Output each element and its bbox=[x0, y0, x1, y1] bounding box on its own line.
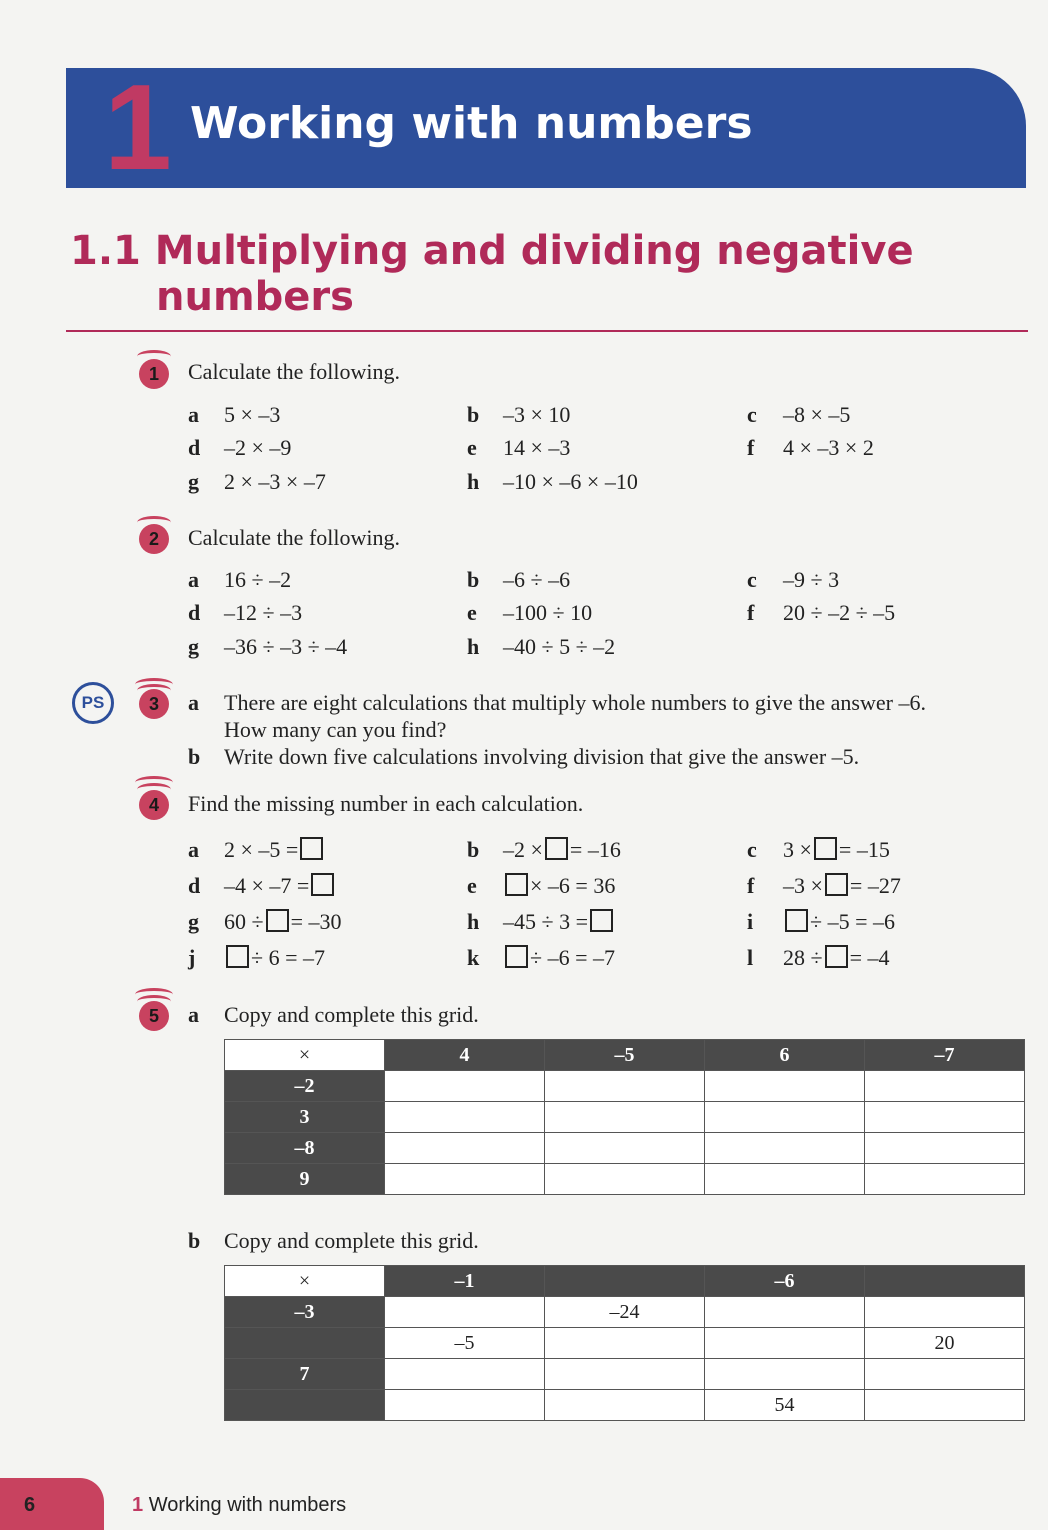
equation-left: 2 × –5 = bbox=[224, 837, 299, 862]
question-text: How many can you find? bbox=[224, 717, 447, 742]
part-label: g bbox=[188, 634, 199, 659]
calculation: –40 ÷ 5 ÷ –2 bbox=[503, 634, 616, 659]
part-label: i bbox=[747, 909, 754, 934]
part-label: a bbox=[188, 567, 199, 592]
grid-cell: 20 bbox=[865, 1328, 1025, 1359]
grid-row-header: –3 bbox=[225, 1297, 385, 1328]
part-label: e bbox=[467, 600, 477, 625]
grid-column-header: –1 bbox=[385, 1266, 545, 1297]
calculation: 20 ÷ –2 ÷ –5 bbox=[783, 600, 896, 625]
part-label: c bbox=[747, 567, 757, 592]
page-number-tab bbox=[0, 1478, 104, 1530]
grid-cell: 54 bbox=[705, 1390, 865, 1421]
calculation: –100 ÷ 10 bbox=[503, 600, 593, 625]
missing-number-equation bbox=[224, 945, 325, 971]
part-label: e bbox=[467, 435, 477, 460]
part-label: h bbox=[467, 634, 480, 659]
equation-right: ÷ –5 = –6 bbox=[810, 909, 895, 934]
calculation: –9 ÷ 3 bbox=[783, 567, 840, 592]
grid-header-row bbox=[225, 1266, 1025, 1297]
calculation: –12 ÷ –3 bbox=[224, 600, 303, 625]
running-footer bbox=[132, 1494, 346, 1517]
question-number-badge: 1 bbox=[139, 359, 169, 389]
footer-chapter-title: Working with numbers bbox=[148, 1494, 347, 1516]
missing-number-equation bbox=[503, 909, 615, 935]
calculation: 5 × –3 bbox=[224, 402, 281, 427]
missing-number-equation bbox=[783, 909, 895, 935]
part-label: c bbox=[747, 837, 757, 862]
part-label: l bbox=[747, 945, 754, 970]
grid-row-header: –8 bbox=[225, 1133, 385, 1164]
grid-cell bbox=[865, 1071, 1025, 1102]
equation-right: ÷ 6 = –7 bbox=[251, 945, 325, 970]
grid-cell bbox=[545, 1102, 705, 1133]
page-number: 6 bbox=[24, 1494, 36, 1516]
equation-right: = –15 bbox=[838, 837, 890, 862]
grid-cell bbox=[545, 1359, 705, 1390]
grid-cell bbox=[865, 1297, 1025, 1328]
part-label: d bbox=[188, 435, 201, 460]
multiplication-grid-b bbox=[224, 1265, 1025, 1421]
calculation: 4 × –3 × 2 bbox=[783, 435, 874, 460]
missing-number-equation bbox=[224, 909, 342, 935]
grid-cell bbox=[865, 1102, 1025, 1133]
calculation: –10 × –6 × –10 bbox=[503, 469, 638, 494]
question-prompt: Find the missing number in each calculation. bbox=[188, 791, 584, 816]
missing-number-equation bbox=[783, 873, 901, 899]
missing-number-equation bbox=[224, 873, 336, 899]
equation-left: –4 × –7 = bbox=[224, 873, 310, 898]
part-label: f bbox=[747, 600, 755, 625]
missing-number-equation bbox=[503, 837, 621, 863]
footer-chapter-number: 1 bbox=[132, 1494, 144, 1516]
grid-cell bbox=[865, 1359, 1025, 1390]
part-label: a bbox=[188, 1002, 199, 1027]
grid-cell: –5 bbox=[385, 1328, 545, 1359]
part-label: k bbox=[467, 945, 480, 970]
part-label: a bbox=[188, 402, 199, 427]
grid-cell bbox=[385, 1390, 545, 1421]
grid-cell bbox=[385, 1133, 545, 1164]
equation-left: –2 × bbox=[503, 837, 543, 862]
part-label: b bbox=[467, 402, 480, 427]
equation-right: = –4 bbox=[849, 945, 890, 970]
missing-number-equation bbox=[224, 837, 325, 863]
grid-cell bbox=[705, 1102, 865, 1133]
grid-cell bbox=[705, 1071, 865, 1102]
part-label: b bbox=[467, 837, 480, 862]
grid-row-header bbox=[225, 1390, 385, 1421]
answer-box bbox=[825, 945, 848, 968]
question-number-badge: 5 bbox=[139, 1001, 169, 1031]
grid-row bbox=[225, 1071, 1025, 1102]
grid-row-header: 3 bbox=[225, 1102, 385, 1133]
grid-cell bbox=[705, 1328, 865, 1359]
section-title-line1: 1.1 Multiplying and dividing negative bbox=[70, 228, 914, 274]
part-label: a bbox=[188, 690, 199, 715]
question-text: Write down five calculations involving division that give the answer –5. bbox=[224, 744, 860, 769]
multiplication-grid-a bbox=[224, 1039, 1025, 1195]
part-label: b bbox=[188, 1228, 201, 1253]
grid-column-header: –6 bbox=[705, 1266, 865, 1297]
question-text: There are eight calculations that multiply whole numbers to give the answer –6. bbox=[224, 690, 926, 715]
answer-box bbox=[545, 837, 568, 860]
part-label: d bbox=[188, 873, 201, 898]
grid-cell bbox=[865, 1164, 1025, 1195]
chapter-title: Working with numbers bbox=[190, 98, 753, 149]
grid-cell bbox=[865, 1133, 1025, 1164]
equation-right: ÷ –6 = –7 bbox=[530, 945, 615, 970]
section-title-line2: numbers bbox=[156, 274, 354, 320]
answer-box bbox=[785, 909, 808, 932]
question-prompt: Calculate the following. bbox=[188, 359, 400, 384]
grid-cell bbox=[705, 1359, 865, 1390]
grid-cell bbox=[705, 1133, 865, 1164]
equation-right: = –30 bbox=[290, 909, 342, 934]
grid-cell bbox=[545, 1071, 705, 1102]
equation-left: 60 ÷ bbox=[224, 909, 264, 934]
grid-cell bbox=[385, 1071, 545, 1102]
calculation: –36 ÷ –3 ÷ –4 bbox=[224, 634, 348, 659]
question-number-badge: 2 bbox=[139, 524, 169, 554]
grid-column-header: 6 bbox=[705, 1040, 865, 1071]
question-prompt: Copy and complete this grid. bbox=[224, 1002, 479, 1027]
equation-left: 28 ÷ bbox=[783, 945, 823, 970]
grid-cell bbox=[865, 1390, 1025, 1421]
missing-number-equation bbox=[783, 837, 890, 863]
part-label: j bbox=[188, 945, 196, 970]
part-label: c bbox=[747, 402, 757, 427]
grid-cell bbox=[705, 1164, 865, 1195]
grid-cell bbox=[385, 1359, 545, 1390]
part-label: a bbox=[188, 837, 199, 862]
question-prompt: Calculate the following. bbox=[188, 525, 400, 550]
grid-cell bbox=[385, 1164, 545, 1195]
section-title bbox=[70, 228, 914, 320]
calculation: 16 ÷ –2 bbox=[224, 567, 292, 592]
grid-cell bbox=[545, 1164, 705, 1195]
calculation: –6 ÷ –6 bbox=[503, 567, 571, 592]
equation-left: –45 ÷ 3 = bbox=[503, 909, 588, 934]
grid-column-header bbox=[865, 1266, 1025, 1297]
equation-right: = –16 bbox=[569, 837, 621, 862]
missing-number-equation bbox=[503, 945, 615, 971]
grid-cell bbox=[385, 1297, 545, 1328]
part-label: h bbox=[467, 909, 480, 934]
question-prompt: Copy and complete this grid. bbox=[224, 1228, 479, 1253]
grid-row-header: 9 bbox=[225, 1164, 385, 1195]
equation-right: × –6 = 36 bbox=[530, 873, 616, 898]
grid-row bbox=[225, 1133, 1025, 1164]
answer-box bbox=[311, 873, 334, 896]
answer-box bbox=[300, 837, 323, 860]
grid-header-row bbox=[225, 1040, 1025, 1071]
missing-number-equation bbox=[783, 945, 890, 971]
missing-number-equation bbox=[503, 873, 615, 899]
equation-right: = –27 bbox=[849, 873, 901, 898]
part-label: f bbox=[747, 873, 755, 898]
grid-row bbox=[225, 1164, 1025, 1195]
grid-row-header: 7 bbox=[225, 1359, 385, 1390]
grid-row bbox=[225, 1328, 1025, 1359]
grid-row bbox=[225, 1390, 1025, 1421]
answer-box bbox=[266, 909, 289, 932]
grid-cell bbox=[545, 1133, 705, 1164]
part-label: b bbox=[188, 744, 201, 769]
grid-row-header: –2 bbox=[225, 1071, 385, 1102]
part-label: h bbox=[467, 469, 480, 494]
answer-box bbox=[505, 873, 528, 896]
grid-cell bbox=[385, 1102, 545, 1133]
answer-box bbox=[505, 945, 528, 968]
grid-corner: × bbox=[225, 1266, 385, 1297]
answer-box bbox=[825, 873, 848, 896]
part-label: f bbox=[747, 435, 755, 460]
part-label: g bbox=[188, 469, 199, 494]
calculation: 14 × –3 bbox=[503, 435, 571, 460]
grid-column-header bbox=[545, 1266, 705, 1297]
equation-left: 3 × bbox=[783, 837, 812, 862]
answer-box bbox=[814, 837, 837, 860]
part-label: b bbox=[467, 567, 480, 592]
grid-cell: –24 bbox=[545, 1297, 705, 1328]
grid-column-header: –7 bbox=[865, 1040, 1025, 1071]
grid-cell bbox=[705, 1297, 865, 1328]
question-number-badge: 4 bbox=[139, 790, 169, 820]
grid-row bbox=[225, 1297, 1025, 1328]
grid-column-header: 4 bbox=[385, 1040, 545, 1071]
grid-row bbox=[225, 1102, 1025, 1133]
part-label: g bbox=[188, 909, 199, 934]
calculation: –8 × –5 bbox=[783, 402, 851, 427]
calculation: –3 × 10 bbox=[503, 402, 571, 427]
calculation: 2 × –3 × –7 bbox=[224, 469, 326, 494]
equation-left: –3 × bbox=[783, 873, 823, 898]
grid-cell bbox=[545, 1390, 705, 1421]
problem-solving-badge: PS bbox=[72, 682, 114, 724]
grid-corner: × bbox=[225, 1040, 385, 1071]
grid-column-header: –5 bbox=[545, 1040, 705, 1071]
question-number-badge: 3 bbox=[139, 689, 169, 719]
section-divider bbox=[66, 330, 1028, 332]
chapter-number: 1 bbox=[104, 59, 172, 195]
grid-cell bbox=[545, 1328, 705, 1359]
calculation: –2 × –9 bbox=[224, 435, 292, 460]
answer-box bbox=[590, 909, 613, 932]
part-label: e bbox=[467, 873, 477, 898]
answer-box bbox=[226, 945, 249, 968]
grid-row bbox=[225, 1359, 1025, 1390]
grid-row-header bbox=[225, 1328, 385, 1359]
part-label: d bbox=[188, 600, 201, 625]
